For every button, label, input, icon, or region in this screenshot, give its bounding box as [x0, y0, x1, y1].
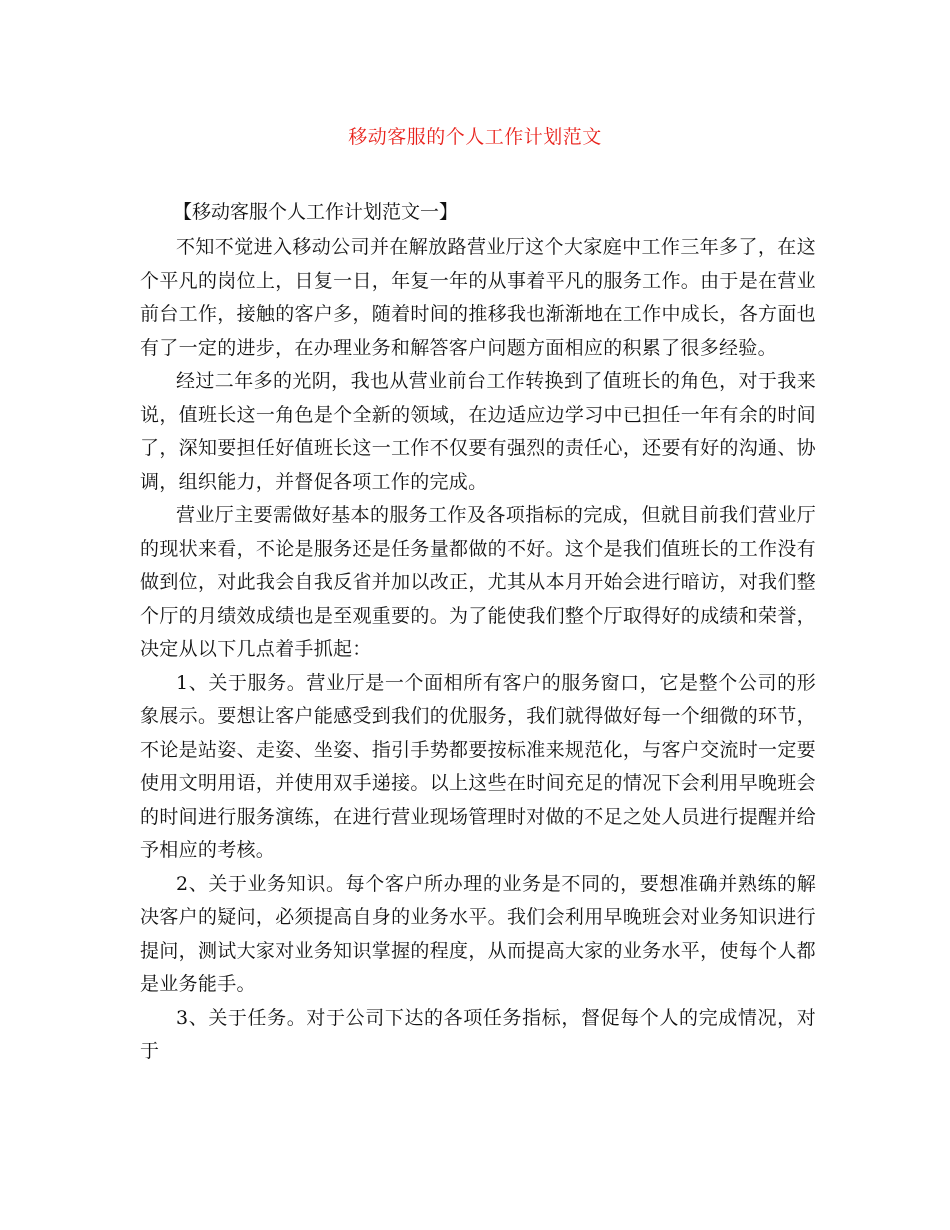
paragraph-point-knowledge: 2、关于业务知识。每个客户所办理的业务是不同的，要想准确并熟练的解决客户的疑问，必须提高自身的业务水平。我们会利用早晚班会对业务知识进行提问，测试大家对业务知识掌握的程度，从而提高大家的业务水平，使每个人都是业务能手。 — [140, 872, 816, 995]
paragraph-role-change: 经过二年多的光阴，我也从营业前台工作转换到了值班长的角色，对于我来说，值班长这一角色是个全新的领域，在边适应边学习中已担任一年有余的时间了，深知要担任好值班长这一工作不仅要有强烈的责任心，还要有好的沟通、协调，组织能力，并督促各项工作的完成。 — [140, 370, 816, 493]
paragraph-intro: 不知不觉进入移动公司并在解放路营业厅这个大家庭中工作三年多了，在这个平凡的岗位上，日复一日，年复一年的从事着平凡的服务工作。由于是在营业前台工作，接触的客户多，随着时间的推移我也渐渐地在工作中成长，各方面也有了一定的进步，在办理业务和解答客户问题方面相应的积累了很多经验。 — [140, 236, 816, 359]
paragraph-current-status: 营业厅主要需做好基本的服务工作及各项指标的完成，但就目前我们营业厅的现状来看，不论是服务还是任务量都做的不好。这个是我们值班长的工作没有做到位，对此我会自我反省并加以改正，尤其从本月开始会进行暗访，对我们整个厅的月绩效成绩也是至观重要的。为了能使我们整个厅取得好的成绩和荣誉，决定从以下几点着手抓起： — [140, 504, 816, 660]
section-heading: 【移动客服个人工作计划范文一】 — [173, 201, 459, 223]
paragraph-point-service: 1、关于服务。营业厅是一个面相所有客户的服务窗口，它是整个公司的形象展示。要想让客户能感受到我们的优服务，我们就得做好每一个细微的环节，不论是站姿、走姿、坐姿、指引手势都要按标准来规范化，与客户交流时一定要使用文明用语，并使用双手递接。以上这些在时间充足的情况下会利用早晚班会的时间进行服务演练，在进行营业现场管理时对做的不足之处人员进行提醒并给予相应的考核。 — [140, 671, 816, 861]
document-title: 移动客服的个人工作计划范文 — [348, 126, 602, 148]
document-body — [140, 196, 816, 1069]
paragraph-point-tasks: 3、关于任务。对于公司下达的各项任务指标，督促每个人的完成情况，对于 — [140, 1006, 816, 1062]
